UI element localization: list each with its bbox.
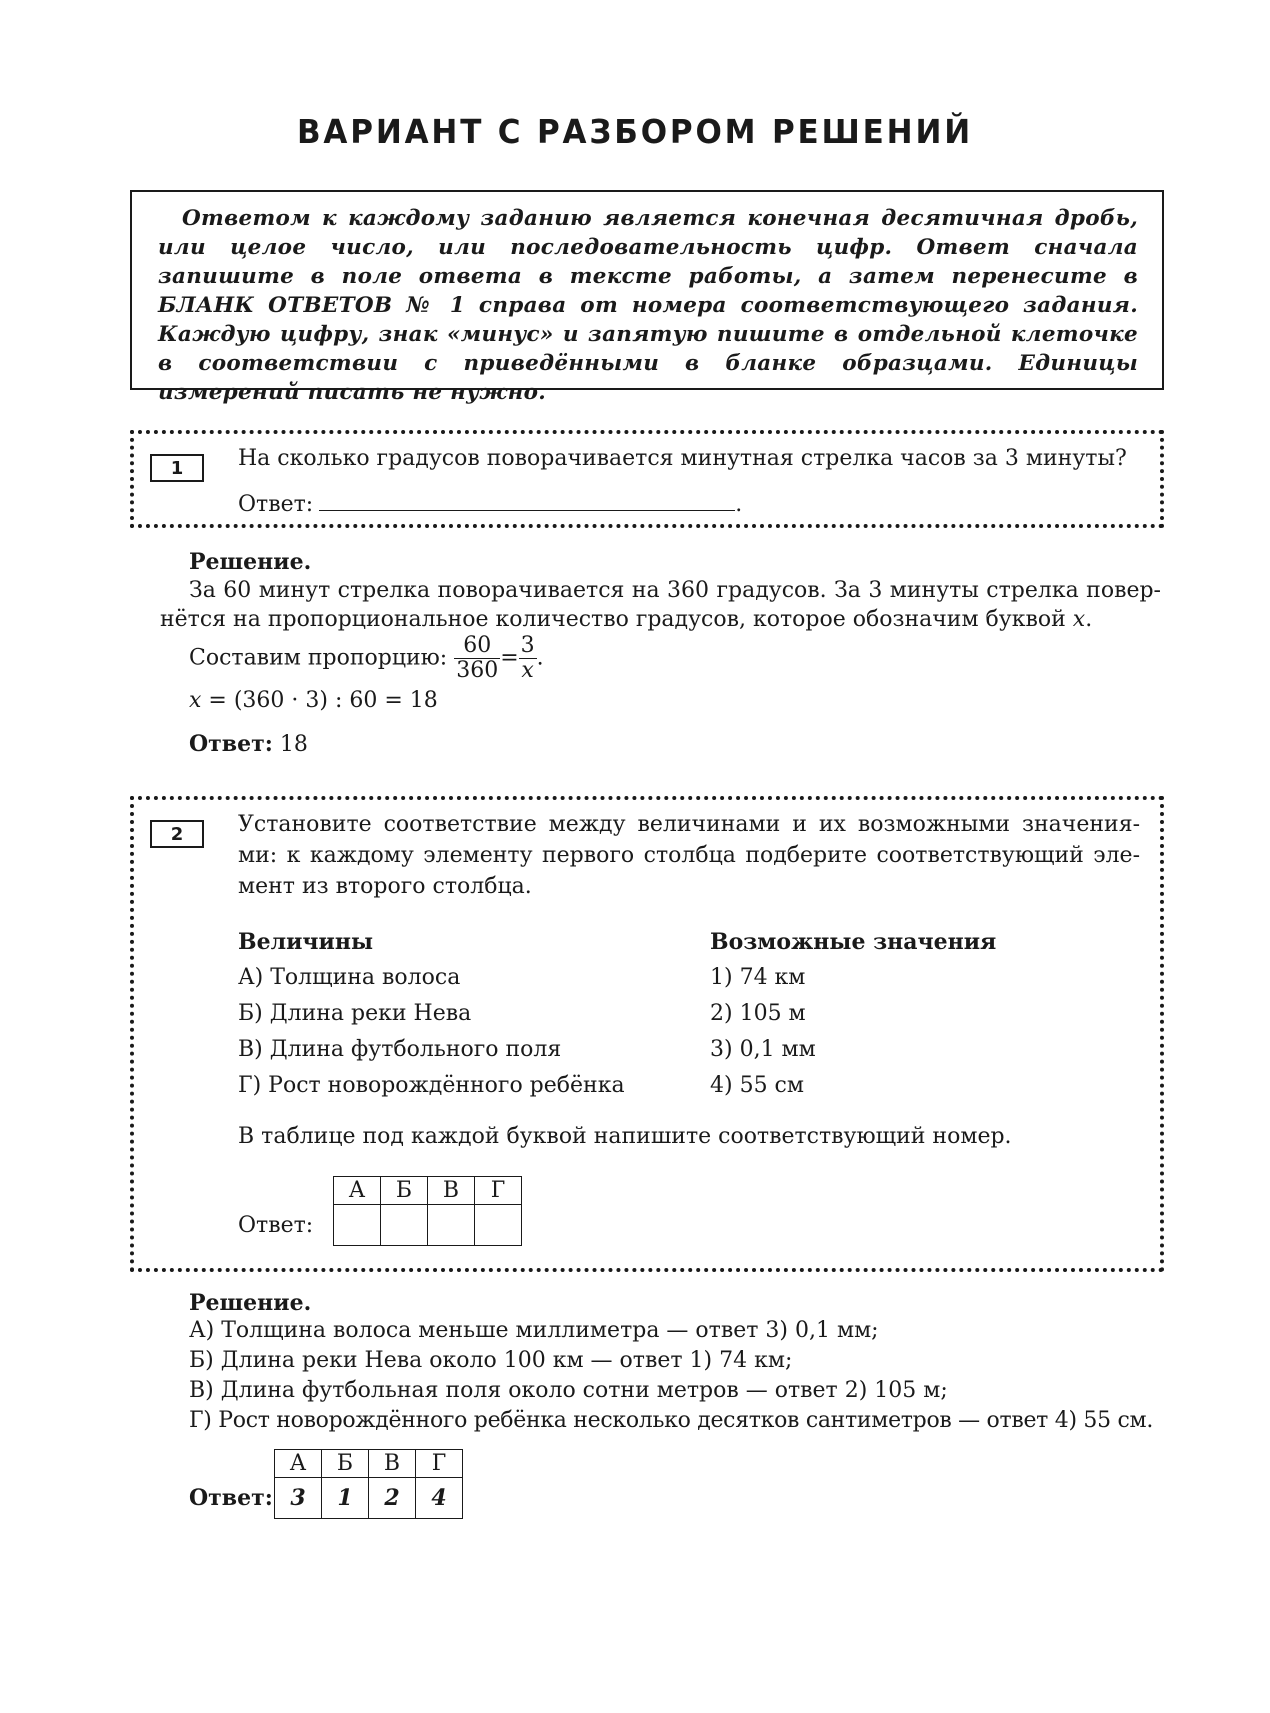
fraction-60-360 — [454, 634, 500, 683]
task-1-answer-label: Ответ: — [238, 492, 314, 517]
quantity-item: Б) Длина реки Нева — [238, 1001, 472, 1026]
task-1-answer-row — [238, 490, 742, 517]
equals-sign: = — [500, 645, 519, 671]
solution-1-line-2-text: нётся на пропорциональное количество градусов, которое обозначим буквой — [160, 607, 1073, 632]
task-1-answer-field[interactable] — [319, 490, 735, 511]
solution-2-line: А) Толщина волоса меньше миллиметра — ответ 3) 0,1 мм; — [189, 1318, 879, 1343]
fraction-1-numerator: 60 — [454, 634, 500, 659]
proportion-row — [189, 634, 544, 683]
fraction-3-x — [519, 634, 537, 683]
page-title: ВАРИАНТ С РАЗБОРОМ РЕШЕНИЙ — [296, 112, 974, 151]
solution-1-answer — [189, 731, 308, 757]
fraction-2-numerator: 3 — [520, 633, 535, 658]
fraction-1-denominator: 360 — [456, 658, 499, 683]
proportion-label: Составим пропорцию: — [189, 645, 455, 671]
table-value-cell: 4 — [416, 1478, 463, 1519]
table-header-cell: В — [428, 1177, 475, 1205]
table-value-cell: 3 — [275, 1478, 322, 1519]
table-header-cell: В — [369, 1450, 416, 1478]
solution-1-line-2-end: . — [1085, 607, 1093, 632]
variable-x: x — [1072, 607, 1086, 632]
task-1-number: 1 — [150, 454, 204, 482]
answer-input-cell[interactable] — [475, 1205, 522, 1246]
fraction-2-denominator: x — [521, 658, 534, 683]
table-header-cell: Б — [381, 1177, 428, 1205]
task-1-answer-end: . — [735, 492, 743, 517]
task-2-question-line-3: мент из второго столбца. — [238, 874, 532, 899]
table-value-cell: 1 — [322, 1478, 369, 1519]
values-header: Возможные значения — [710, 929, 997, 955]
value-item: 4) 55 см — [710, 1073, 804, 1098]
task-2-number: 2 — [150, 820, 204, 848]
solution-2-answer-table — [274, 1449, 463, 1519]
quantity-item: А) Толщина волоса — [238, 965, 461, 990]
calculation-row — [189, 688, 438, 713]
answer-input-cell[interactable] — [381, 1205, 428, 1246]
solution-2-line: В) Длина футбольная поля около сотни метров — ответ 2) 105 м; — [189, 1378, 948, 1403]
table-value-cell: 2 — [369, 1478, 416, 1519]
solution-1-answer-value: 18 — [272, 732, 308, 757]
table-header-cell: Б — [322, 1450, 369, 1478]
solution-2-answer-label: Ответ: — [189, 1485, 273, 1511]
calc-expression: = (360 · 3) : 60 = 18 — [201, 688, 438, 713]
value-item: 1) 74 км — [710, 965, 806, 990]
table-header-cell: Г — [416, 1450, 463, 1478]
task-2-answer-label: Ответ: — [238, 1213, 314, 1238]
solution-1-heading: Решение. — [189, 549, 312, 575]
answer-input-cell[interactable] — [334, 1205, 381, 1246]
answer-input-cell[interactable] — [428, 1205, 475, 1246]
value-item: 2) 105 м — [710, 1001, 806, 1026]
value-item: 3) 0,1 мм — [710, 1037, 816, 1062]
quantity-item: В) Длина футбольного поля — [238, 1037, 562, 1062]
table-header-cell: А — [334, 1177, 381, 1205]
table-instruction: В таблице под каждой буквой напишите соответствующий номер. — [238, 1124, 1012, 1149]
solution-1-answer-label: Ответ: — [189, 731, 273, 757]
solution-1-line-2 — [160, 607, 1092, 632]
proportion-end: . — [536, 645, 544, 671]
table-header-cell: А — [275, 1450, 322, 1478]
instructions-box — [130, 190, 1164, 405]
table-header-cell: Г — [475, 1177, 522, 1205]
instructions-text: Ответом к каждому заданию является конечная десятичная дробь, или целое число, или последовательность цифр. Ответ сначала запишите в поле ответа в тексте работы, а затем перенесите в БЛАНК ОТВЕТОВ № 1 справа от номера соответствующего задания. Каждую цифру, знак «минус» и запятую пишите в отдельной клеточке в соответствии с приведёнными в бланке образцами. Единицы измерений писать не нужно. — [158, 206, 1138, 405]
solution-2-line: Г) Рост новорождённого ребёнка несколько десятков сантиметров — ответ 4) 55 см. — [189, 1408, 1154, 1433]
quantities-header: Величины — [238, 929, 373, 955]
task-2-question-line-1: Установите соответствие между величинами и их возможными значения- — [238, 812, 1140, 837]
solution-1-line-1: За 60 минут стрелка поворачивается на 360 градусов. За 3 минуты стрелка повер- — [189, 578, 1161, 603]
solution-2-heading: Решение. — [189, 1290, 312, 1316]
task-2-question-line-2: ми: к каждому элементу первого столбца подберите соответствующий эле- — [238, 843, 1140, 868]
quantity-item: Г) Рост новорождённого ребёнка — [238, 1073, 625, 1098]
solution-2-line: Б) Длина реки Нева около 100 км — ответ 1) 74 км; — [189, 1348, 793, 1373]
calc-variable-x: x — [189, 688, 202, 713]
task-1-question: На сколько градусов поворачивается минутная стрелка часов за 3 минуты? — [238, 446, 1127, 471]
task-2-answer-table — [333, 1176, 522, 1246]
